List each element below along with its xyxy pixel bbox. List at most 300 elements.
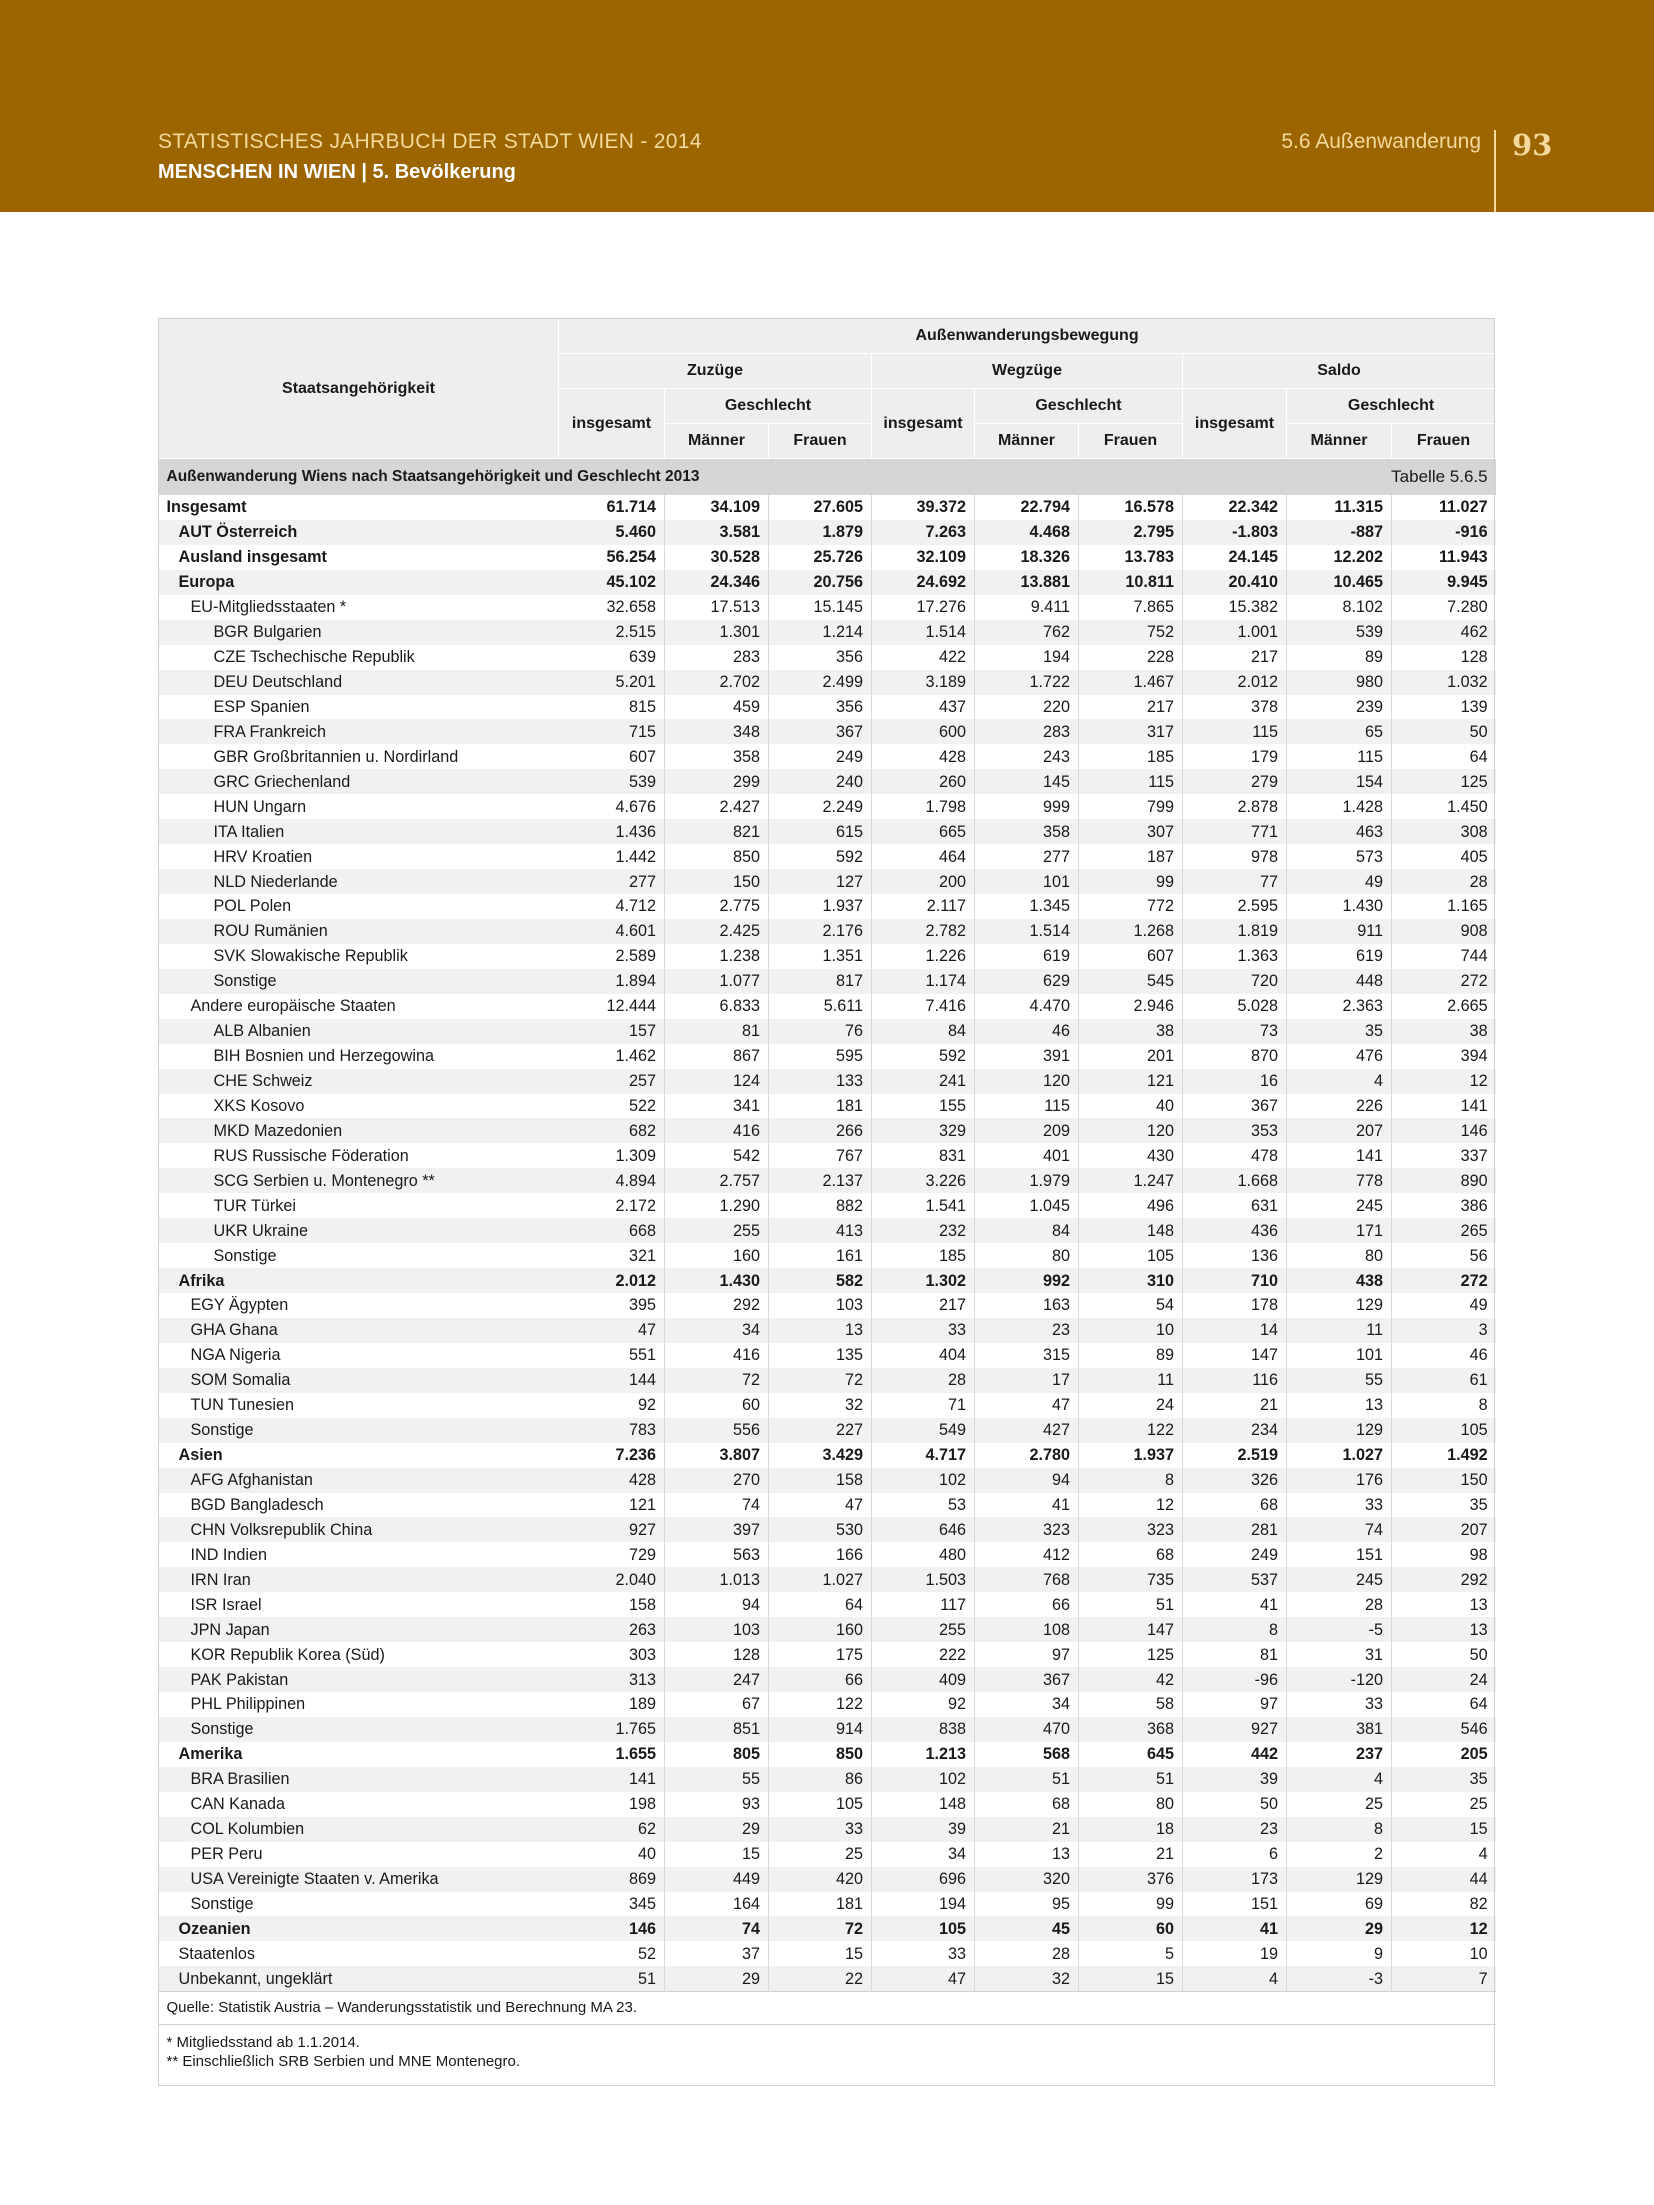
cell-value: 4.717 [872,1443,975,1468]
cell-value: 7.263 [872,520,975,545]
cell-value: 84 [872,1019,975,1044]
header-saldo-women: Frauen [1392,424,1496,459]
cell-value: 522 [628,1096,656,1115]
cell-value: 181 [769,1094,872,1119]
cell-value: 463 [1287,819,1392,844]
cell-value: 201 [1079,1044,1183,1069]
cell-value: 68 [1183,1493,1287,1518]
cell-value: 292 [665,1293,769,1318]
cell-value: 397 [665,1517,769,1542]
cell-value: 16.578 [1079,495,1183,520]
row-label: COL Kolumbien [159,1817,559,1842]
cell-value: 45 [975,1916,1079,1941]
table-row [159,894,1496,919]
cell-value: 356 [769,695,872,720]
cell-value: 416 [665,1343,769,1368]
cell-value: 1.214 [769,620,872,645]
table-row [159,1218,1496,1243]
cell-value: 277 [559,869,665,894]
table-row [159,1193,1496,1218]
cell-value: 178 [1183,1293,1287,1318]
cell-value: 1.301 [665,620,769,645]
cell-value: 1.430 [665,1268,769,1293]
cell-value: 115 [1183,719,1287,744]
row-label: Sonstige [213,1246,277,1265]
cell-value: 15.145 [769,595,872,620]
table-row [159,1069,1496,1094]
table-row [159,944,1496,969]
cell-value: 317 [1079,719,1183,744]
row-label: Afrika [159,1268,559,1293]
cell-value: 147 [1079,1617,1183,1642]
header-wegzuege: Wegzüge [872,354,1183,389]
cell-value: 133 [769,1069,872,1094]
cell-value: 13 [1392,1617,1496,1642]
cell-value: 1.467 [1079,670,1183,695]
cell-value: 125 [1079,1642,1183,1667]
cell-value: 249 [1183,1542,1287,1567]
cell-value: 368 [1079,1717,1183,1742]
row-label: MKD Mazedonien [159,1118,559,1143]
table-row [159,919,1496,944]
cell-value: 10.811 [1079,570,1183,595]
row-label: CHN Volksrepublik China [159,1517,559,1542]
cell-value: 890 [1392,1168,1496,1193]
cell-value: 867 [665,1044,769,1069]
cell-value: 89 [1287,645,1392,670]
cell-value: 129 [1287,1418,1392,1443]
cell-value: 1.514 [872,620,975,645]
cell-value: 1.503 [872,1567,975,1592]
table-row [159,1692,1496,1717]
cell-value: 34 [872,1842,975,1867]
cell-value: 4.468 [975,520,1079,545]
table-row [159,1542,1496,1567]
row-label: TUN Tunesien [190,1396,294,1415]
cell-value: 121 [628,1495,656,1514]
cell-value: 1.345 [975,894,1079,919]
cell-value: 72 [665,1368,769,1393]
cell-value: 2.665 [1392,994,1496,1019]
cell-value: 279 [1183,769,1287,794]
row-label: FRA Frankreich [159,719,559,744]
cell-value: 205 [1392,1742,1496,1767]
cell-value: 1.247 [1079,1168,1183,1193]
cell-value: 115 [1079,769,1183,794]
table-row [159,1393,1496,1418]
cell-value: 2.595 [1183,894,1287,919]
cell-value: 600 [872,719,975,744]
cell-value: 21 [975,1817,1079,1842]
cell-value: 821 [665,819,769,844]
cell-value: 56 [1392,1243,1496,1268]
cell-value: 815 [628,697,656,716]
cell-value: 151 [1183,1892,1287,1917]
row-label: NGA Nigeria [190,1346,281,1365]
table-row [159,1019,1496,1044]
cell-value: 22 [769,1966,872,1991]
cell-value: 323 [975,1517,1079,1542]
cell-value: 8.102 [1287,595,1392,620]
cell-value: 29 [1287,1916,1392,1941]
cell-value: 35 [1392,1493,1496,1518]
cell-value: 49 [1287,869,1392,894]
table-row [159,595,1496,620]
header-movement: Außenwanderungsbewegung [559,319,1496,354]
cell-value: 207 [1392,1517,1496,1542]
row-label: GHA Ghana [159,1318,559,1343]
cell-value: 94 [975,1468,1079,1493]
cell-value: 128 [1392,645,1496,670]
cell-value: 1.765 [559,1717,665,1742]
cell-value: 33 [872,1318,975,1343]
cell-value: 89 [1079,1343,1183,1368]
cell-value: 163 [975,1293,1079,1318]
header-saldo: Saldo [1183,354,1496,389]
table-row [159,1642,1496,1667]
cell-value: 1.013 [665,1567,769,1592]
cell-value: 46 [975,1019,1079,1044]
cell-value: 882 [769,1193,872,1218]
cell-value: 2.012 [559,1268,665,1293]
cell-value: 549 [872,1418,975,1443]
cell-value: 60 [665,1393,769,1418]
cell-value: 41 [1183,1916,1287,1941]
row-label: USA Vereinigte Staaten v. Amerika [159,1867,559,1892]
row-label: SVK Slowakische Republik [213,947,408,966]
cell-value: 194 [975,645,1079,670]
cell-value: 272 [1392,1268,1496,1293]
cell-value: 1.937 [1079,1443,1183,1468]
cell-value: 125 [1392,769,1496,794]
row-label: AUT Österreich [159,520,559,545]
cell-value: 2.946 [1079,994,1183,1019]
table-row [159,1817,1496,1842]
cell-value: 1.363 [1183,944,1287,969]
cell-value: 2.012 [1183,670,1287,695]
header-zuzuege-women: Frauen [769,424,872,459]
table-row [159,1243,1496,1268]
cell-value: 3.581 [665,520,769,545]
header-wegzuege-men: Männer [975,424,1079,459]
cell-value: 752 [1079,620,1183,645]
cell-value: 181 [769,1892,872,1917]
cell-value: 24 [1079,1393,1183,1418]
cell-value: 2 [1287,1842,1392,1867]
row-label: PHL Philippinen [190,1695,306,1714]
cell-value: 232 [872,1218,975,1243]
table-row [159,1867,1496,1892]
cell-value: 2.795 [1079,520,1183,545]
cell-value: 358 [975,819,1079,844]
cell-value: 105 [1392,1418,1496,1443]
cell-value: 7.280 [1392,595,1496,620]
cell-value: 62 [559,1817,665,1842]
cell-value: 239 [1287,695,1392,720]
cell-value: 762 [975,620,1079,645]
header-divider [1494,130,1496,212]
cell-value: -887 [1287,520,1392,545]
cell-value: 15.382 [1183,595,1287,620]
cell-value: 573 [1287,844,1392,869]
cell-value: 158 [628,1595,656,1614]
cell-value: 2.117 [872,894,975,919]
table-row [159,695,1496,720]
cell-value: 55 [665,1767,769,1792]
cell-value: 310 [1079,1268,1183,1293]
cell-value: 120 [1079,1118,1183,1143]
table-row [159,1118,1496,1143]
cell-value: 530 [769,1517,872,1542]
cell-value: 4 [1287,1767,1392,1792]
cell-value: 356 [769,645,872,670]
cell-value: 139 [1392,695,1496,720]
cell-value: 6 [1183,1842,1287,1867]
row-label: Staatenlos [178,1944,255,1963]
cell-value: 117 [872,1592,975,1617]
cell-value: 141 [1287,1143,1392,1168]
cell-value: 27.605 [769,495,872,520]
row-label: ESP Spanien [213,697,310,716]
header-wegzuege-sex: Geschlecht [975,389,1183,424]
cell-value: 56.254 [606,548,656,567]
cell-value: 164 [665,1892,769,1917]
cell-value: 1.428 [1287,794,1392,819]
cell-value: 44 [1392,1867,1496,1892]
cell-value: 1.238 [665,944,769,969]
cell-value: 11.943 [1392,545,1496,570]
cell-value: 401 [975,1143,1079,1168]
cell-value: 15 [665,1842,769,1867]
cell-value: 25.726 [769,545,872,570]
cell-value: 194 [872,1892,975,1917]
cell-value: 4 [1287,1069,1392,1094]
row-label: BGD Bangladesch [190,1495,324,1514]
cell-value: 144 [559,1368,665,1393]
row-label: XKS Kosovo [213,1096,305,1115]
row-label: Unbekannt, ungeklärt [159,1966,559,1991]
cell-value: 395 [628,1296,656,1315]
cell-value: 160 [769,1617,872,1642]
cell-value: 422 [872,645,975,670]
row-label: BGR Bulgarien [159,620,559,645]
source-note: Quelle: Statistik Austria – Wanderungsstatistik und Berechnung MA 23. [159,1992,1496,2025]
cell-value: 105 [872,1916,975,1941]
cell-value: 18 [1079,1817,1183,1842]
cell-value: 61.714 [606,498,656,517]
cell-value: 378 [1183,695,1287,720]
table-row [159,1343,1496,1368]
cell-value: 1.668 [1183,1168,1287,1193]
cell-value: 146 [1392,1118,1496,1143]
cell-value: 1.436 [559,819,665,844]
cell-value: 28 [975,1941,1079,1966]
cell-value: 870 [1183,1044,1287,1069]
header-saldo-men: Männer [1287,424,1392,459]
table-row [159,1368,1496,1393]
cell-value: 2.589 [615,947,656,966]
cell-value: 646 [872,1517,975,1542]
row-label: Ozeanien [159,1916,559,1941]
cell-value: 74 [665,1493,769,1518]
cell-value: 228 [1079,645,1183,670]
cell-value: 1.819 [1183,919,1287,944]
cell-value: 563 [665,1542,769,1567]
cell-value: 15 [1392,1817,1496,1842]
cell-value: 1.979 [975,1168,1079,1193]
table-row [159,520,1496,545]
table-row [159,645,1496,670]
cell-value: 260 [872,769,975,794]
row-label: CAN Kanada [190,1795,285,1814]
cell-value: 299 [665,769,769,794]
cell-value: 265 [1392,1218,1496,1243]
row-label: ROU Rumänien [159,919,559,944]
cell-value: 151 [1287,1542,1392,1567]
cell-value: 35 [1392,1767,1496,1792]
table-row [159,1293,1496,1318]
cell-value: 105 [769,1792,872,1817]
cell-value: 99 [1079,1892,1183,1917]
table-row [159,1767,1496,1792]
cell-value: 416 [665,1118,769,1143]
cell-value: 459 [665,695,769,720]
cell-value: 320 [975,1867,1079,1892]
cell-value: 838 [872,1717,975,1742]
cell-value: 200 [872,869,975,894]
cell-value: 1.268 [1079,919,1183,944]
cell-value: 25 [1392,1792,1496,1817]
row-label: Amerika [178,1745,243,1764]
cell-value: 7.416 [872,994,975,1019]
cell-value: 307 [1079,819,1183,844]
cell-value: 367 [975,1667,1079,1692]
table-row [159,1717,1496,1742]
table-row [159,670,1496,695]
table-row [159,844,1496,869]
table-row [159,744,1496,769]
cell-value: 99 [1079,869,1183,894]
cell-value: 81 [665,1019,769,1044]
cell-value: 50 [1183,1792,1287,1817]
cell-value: 927 [1183,1717,1287,1742]
footnote-2: ** Einschließlich SRB Serbien und MNE Montenegro. [166,2053,521,2071]
cell-value: 39.372 [872,495,975,520]
cell-value: 97 [975,1642,1079,1667]
cell-value: 3.429 [769,1443,872,1468]
cell-value: 32 [769,1393,872,1418]
cell-value: 51 [1079,1767,1183,1792]
cell-value: 45.102 [559,570,665,595]
cell-value: 266 [769,1118,872,1143]
row-label: AFG Afghanistan [159,1468,559,1493]
cell-value: 55 [1287,1368,1392,1393]
table-row [159,1842,1496,1867]
cell-value: 12 [1079,1493,1183,1518]
cell-value: 720 [1183,969,1287,994]
cell-value: -96 [1183,1667,1287,1692]
cell-value: 4.601 [559,919,665,944]
cell-value: 1.165 [1392,894,1496,919]
cell-value: 61 [1392,1368,1496,1393]
cell-value: 124 [665,1069,769,1094]
cell-value: 2.775 [665,894,769,919]
cell-value: 6.833 [665,994,769,1019]
cell-value: 166 [769,1542,872,1567]
cell-value: 257 [559,1069,665,1094]
cell-value: 12 [1392,1069,1496,1094]
cell-value: 13 [769,1318,872,1343]
row-label: Sonstige [159,1418,559,1443]
cell-value: 1.894 [559,969,665,994]
cell-value: 207 [1287,1118,1392,1143]
cell-value: 9.945 [1392,570,1496,595]
cell-value: 64 [1392,1692,1496,1717]
cell-value: 68 [1079,1542,1183,1567]
row-label: KOR Republik Korea (Süd) [190,1645,385,1664]
cell-value: 1.032 [1392,670,1496,695]
cell-value: 176 [1287,1468,1392,1493]
cell-value: 682 [559,1118,665,1143]
cell-value: 850 [665,844,769,869]
cell-value: 226 [1287,1094,1392,1119]
cell-value: 4 [1183,1966,1287,1991]
cell-value: 76 [769,1019,872,1044]
cell-value: 179 [1183,744,1287,769]
row-label: CZE Tschechische Republik [213,648,415,667]
cell-value: 24 [1392,1667,1496,1692]
cell-value: 102 [872,1767,975,1792]
cell-value: 187 [1079,844,1183,869]
cell-value: 1.027 [1287,1443,1392,1468]
row-label: Andere europäische Staaten [190,997,396,1016]
page-header [0,0,1654,212]
cell-value: 8 [1392,1393,1496,1418]
cell-value: 50 [1392,1642,1496,1667]
cell-value: 7 [1392,1966,1496,1991]
cell-value: 33 [1287,1692,1392,1717]
cell-value: 869 [559,1867,665,1892]
cell-value: 135 [769,1343,872,1368]
cell-value: 545 [1079,969,1183,994]
cell-value: 81 [1183,1642,1287,1667]
cell-value: 122 [769,1692,872,1717]
cell-value: 103 [665,1617,769,1642]
row-label: EGY Ägypten [190,1296,289,1315]
cell-value: 4.712 [615,897,656,916]
row-label: NLD Niederlande [159,869,559,894]
cell-value: 120 [975,1069,1079,1094]
row-label: TUR Türkei [213,1196,296,1215]
cell-value: 58 [1079,1692,1183,1717]
cell-value: 25 [1287,1792,1392,1817]
row-label: JPN Japan [159,1617,559,1642]
cell-value: 14 [1183,1318,1287,1343]
cell-value: 13 [1392,1592,1496,1617]
table-row [159,495,1496,520]
cell-value: 631 [1183,1193,1287,1218]
cell-value: 2.425 [665,919,769,944]
cell-value: 94 [665,1592,769,1617]
cell-value: 272 [1392,969,1496,994]
cell-value: 4 [1392,1842,1496,1867]
cell-value: 5.611 [769,994,872,1019]
cell-value: 147 [1183,1343,1287,1368]
cell-value: 783 [559,1418,665,1443]
header-wegzuege-total: insgesamt [872,389,975,459]
cell-value: 47 [872,1966,975,1991]
header-zuzuege-men: Männer [665,424,769,459]
